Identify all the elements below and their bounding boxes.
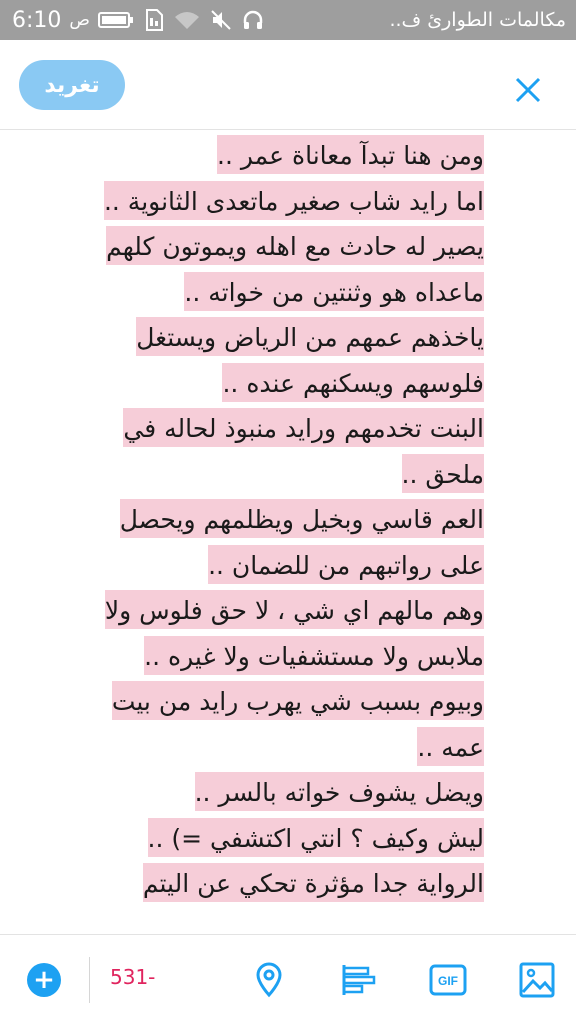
compose-line [44, 816, 484, 862]
compose-line-text: فلوسهم ويسكنهم عنده .. [222, 363, 484, 402]
compose-line [44, 588, 484, 634]
compose-line [44, 770, 484, 816]
compose-textarea[interactable] [0, 131, 576, 934]
compose-line [44, 270, 484, 316]
close-icon [515, 77, 541, 103]
toolbar-divider [89, 957, 90, 1003]
status-notification: مكالمات الطوارئ ف.. [389, 9, 566, 31]
gif-icon [429, 961, 467, 999]
poll-button[interactable] [339, 961, 377, 999]
location-button[interactable] [250, 961, 288, 999]
compose-line [44, 406, 484, 452]
headphones-icon [242, 9, 264, 31]
compose-line [44, 725, 484, 771]
status-left [12, 8, 264, 33]
tweet-button[interactable]: تغريد [19, 60, 125, 110]
compose-text [44, 133, 484, 907]
image-icon [518, 961, 556, 999]
mute-icon [210, 9, 232, 31]
status-time: 6:10 [12, 7, 62, 33]
status-ampm: ص [69, 10, 90, 30]
image-button[interactable] [518, 961, 556, 999]
compose-line-text: ماعداه هو وثنتين من خواته .. [184, 272, 484, 311]
compose-line [44, 861, 484, 907]
status-bar [0, 0, 576, 40]
compose-line-text: اما رايد شاب صغير ماتعدى الثانوية .. [104, 181, 484, 220]
compose-line-text: ملابس ولا مستشفيات ولا غيره .. [144, 636, 484, 675]
compose-line-text: وهم مالهم اي شي ، لا حق فلوس ولا [105, 590, 484, 629]
compose-line [44, 179, 484, 225]
gif-label: GIF [438, 974, 458, 988]
compose-line [44, 133, 484, 179]
sim-icon [144, 9, 164, 31]
compose-line-text: البنت تخدمهم ورايد منبوذ لحاله في [123, 408, 484, 447]
close-button[interactable] [508, 70, 548, 110]
wifi-icon [174, 10, 200, 30]
compose-line [44, 315, 484, 361]
status-icons [98, 9, 264, 31]
compose-line [44, 224, 484, 270]
compose-line [44, 634, 484, 680]
compose-line-text: ومن هنا تبدآ معاناة عمر .. [217, 135, 484, 174]
compose-line-text: عمه .. [417, 727, 484, 766]
character-count: 531- [110, 965, 156, 989]
add-tweet-button[interactable]: + [27, 963, 61, 997]
compose-line [44, 543, 484, 589]
compose-line-text: ليش وكيف ؟ انتي اكتشفي =) .. [148, 818, 484, 857]
compose-toolbar [0, 934, 576, 1024]
location-icon [250, 961, 288, 999]
compose-line [44, 497, 484, 543]
compose-line-text: الرواية جدا مؤثرة تحكي عن اليتم [143, 863, 484, 902]
battery-icon [98, 11, 134, 29]
compose-line-text: ياخذهم عمهم من الرياض ويستغل [136, 317, 484, 356]
compose-line-text: ويضل يشوف خواته بالسر .. [195, 772, 484, 811]
compose-line [44, 361, 484, 407]
compose-line [44, 452, 484, 498]
compose-line-text: وبيوم بسبب شي يهرب رايد من بيت [112, 681, 484, 720]
compose-line-text: يصير له حادث مع اهله ويموتون كلهم [106, 226, 484, 265]
compose-line [44, 679, 484, 725]
poll-icon [339, 961, 377, 999]
gif-button[interactable] [429, 961, 467, 999]
compose-line-text: العم قاسي وبخيل ويظلمهم ويحصل [120, 499, 484, 538]
compose-line-text: على رواتبهم من للضمان .. [208, 545, 484, 584]
compose-header [0, 40, 576, 130]
compose-line-text: ملحق .. [402, 454, 485, 493]
